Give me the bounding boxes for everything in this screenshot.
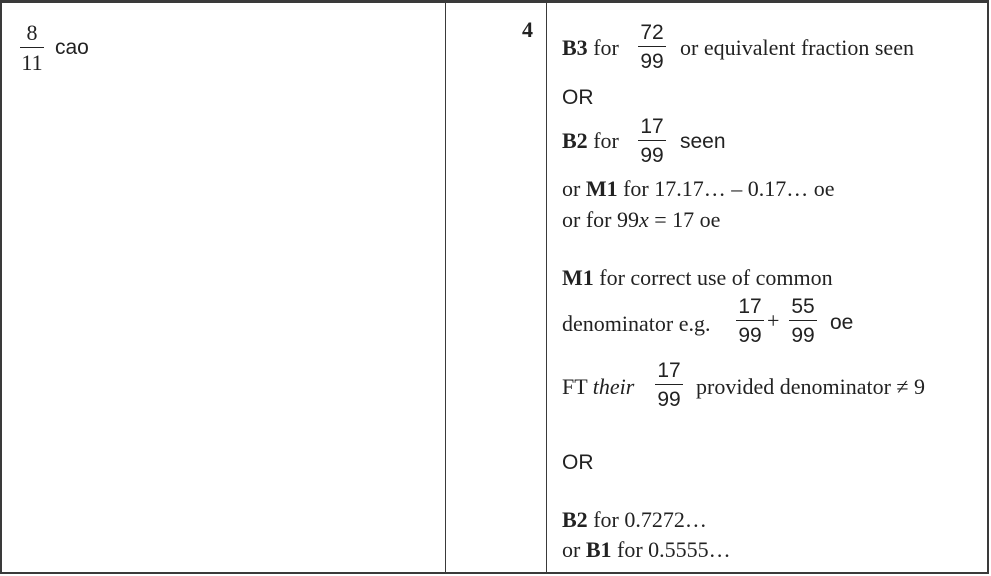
fraction-bar: [638, 46, 666, 47]
denominator: 99: [657, 388, 681, 411]
for-text: for: [593, 128, 619, 153]
fraction-55-99: [789, 296, 817, 346]
guidance-line-4: [562, 209, 720, 231]
guidance-line-1: [562, 37, 619, 59]
column-divider-2: [546, 3, 547, 572]
fraction-17-99-b: [655, 360, 683, 410]
numerator: 17: [738, 295, 762, 318]
guidance-line-9: [562, 539, 731, 561]
numerator: 17: [640, 115, 664, 138]
for-text: for: [593, 35, 619, 60]
guidance-line-5: [562, 267, 833, 289]
line-text: for 0.5555…: [617, 537, 731, 562]
oe-text: oe: [830, 311, 854, 334]
guidance-line-2-text: seen: [680, 130, 726, 153]
guidance-line-6: denominator e.g.: [562, 311, 711, 336]
fraction-17-99-a: [736, 296, 764, 346]
answer-note: cao: [55, 36, 89, 59]
denominator: 99: [791, 324, 815, 347]
answer-numerator: 8: [26, 20, 38, 45]
denominator: 99: [640, 144, 664, 167]
line-text: = 17 oe: [648, 207, 721, 232]
numerator: 17: [657, 359, 681, 382]
fraction-bar: [655, 384, 683, 385]
ft-text: FT: [562, 374, 588, 399]
or-separator-1: OR: [562, 86, 594, 109]
numerator: 72: [640, 21, 664, 44]
fraction-bar: [20, 47, 44, 48]
or-text: or: [562, 176, 581, 201]
line-text: for correct use of common: [599, 265, 833, 290]
answer-denominator: 11: [21, 50, 43, 75]
line-text: for 0.7272…: [593, 507, 707, 532]
guidance-line-3: [562, 178, 835, 200]
denominator: 99: [738, 324, 762, 347]
line-text: for 17.17… – 0.17… oe: [623, 176, 835, 201]
mark-code: B2: [562, 507, 588, 532]
fraction-17-99: [638, 116, 666, 166]
mark-code: B1: [585, 537, 612, 562]
mark-code: M1: [585, 176, 618, 201]
mark-code: M1: [562, 265, 594, 290]
or-text: or: [562, 537, 581, 562]
guidance-line-7: [562, 376, 634, 398]
marks-value: 4: [522, 17, 533, 42]
numerator: 55: [791, 295, 815, 318]
fraction-bar: [638, 140, 666, 141]
line-text: or for 99: [562, 207, 639, 232]
fraction-bar: [736, 320, 764, 321]
fraction-bar: [789, 320, 817, 321]
answer-fraction: [20, 22, 44, 74]
mark-code: B3: [562, 35, 588, 60]
mark-code: B2: [562, 128, 588, 153]
column-divider-1: [445, 3, 446, 572]
guidance-line-7-text: provided denominator ≠ 9: [696, 374, 925, 399]
denominator: 99: [640, 50, 664, 73]
variable-x: x: [638, 207, 649, 232]
guidance-line-8: [562, 509, 707, 531]
guidance-line-1-text: or equivalent fraction seen: [680, 35, 914, 60]
or-separator-2: OR: [562, 451, 594, 474]
guidance-line-2: [562, 130, 619, 152]
plus-sign: +: [767, 308, 780, 333]
fraction-72-99: [638, 22, 666, 72]
their-text: their: [592, 374, 635, 399]
